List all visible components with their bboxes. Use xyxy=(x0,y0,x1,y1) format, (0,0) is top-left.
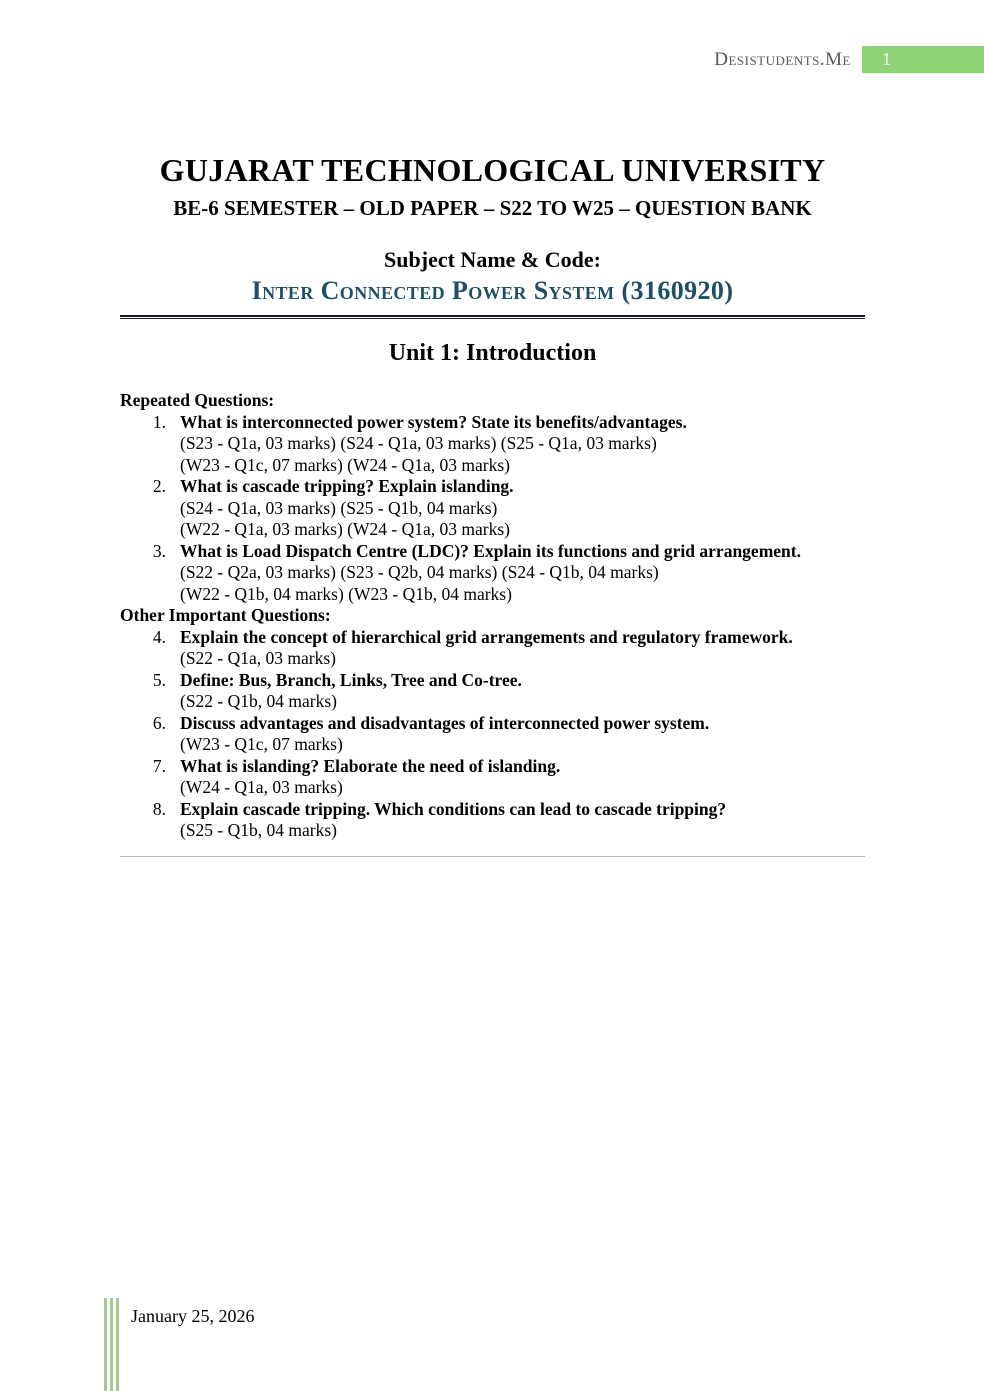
question-number: 4. xyxy=(152,626,166,647)
question-number: 6. xyxy=(152,712,166,733)
question-item xyxy=(120,412,865,477)
question-text: What is interconnected power system? State its benefits/advantages. xyxy=(180,411,687,432)
page-number-badge: 1 xyxy=(862,46,984,73)
question-item xyxy=(120,756,865,799)
question-text: Discuss advantages and disadvantages of interconnected power system. xyxy=(180,712,710,733)
question-text: Explain cascade tripping. Which conditions can lead to cascade tripping? xyxy=(180,798,727,819)
question-marks: (S22 - Q1a, 03 marks) xyxy=(180,648,337,668)
question-body xyxy=(180,476,514,541)
question-text: What is islanding? Elaborate the need of islanding. xyxy=(180,755,561,776)
question-item xyxy=(120,476,865,541)
question-marks: (S23 - Q1a, 03 marks) (S24 - Q1a, 03 marks) (S25 - Q1a, 03 marks) xyxy=(180,433,657,453)
footer-accent-bars xyxy=(104,1298,119,1391)
section-divider xyxy=(120,856,865,857)
question-body xyxy=(180,713,709,756)
subject-divider xyxy=(120,315,865,319)
subject-label: Subject Name & Code: xyxy=(384,247,601,272)
question-marks: (W22 - Q1b, 04 marks) (W23 - Q1b, 04 marks) xyxy=(180,583,512,604)
question-item xyxy=(120,713,865,756)
accent-bar xyxy=(110,1298,113,1391)
question-body xyxy=(180,799,726,842)
footer-date: January 25, 2026 xyxy=(131,1306,255,1326)
document-content xyxy=(120,0,865,857)
question-body xyxy=(180,756,560,799)
question-text: What is Load Dispatch Centre (LDC)? Explain its functions and grid arrangement. xyxy=(180,540,801,561)
question-item xyxy=(120,541,865,606)
accent-bar xyxy=(116,1298,119,1391)
unit-heading: Unit 1: Introduction xyxy=(388,340,597,366)
question-item xyxy=(120,627,865,670)
question-body xyxy=(180,670,522,713)
repeated-questions-label: Repeated Questions: xyxy=(120,390,275,410)
question-text: Define: Bus, Branch, Links, Tree and Co-tree. xyxy=(180,669,522,690)
university-title: GUJARAT TECHNOLOGICAL UNIVERSITY xyxy=(159,152,826,188)
question-text: Explain the concept of hierarchical grid arrangements and regulatory framework. xyxy=(180,626,793,647)
accent-bar xyxy=(104,1298,107,1391)
question-number: 2. xyxy=(152,476,166,496)
question-body xyxy=(180,541,801,606)
question-item xyxy=(120,799,865,842)
question-body xyxy=(180,412,687,477)
other-questions-label: Other Important Questions: xyxy=(120,605,331,625)
site-name: Desistudents.Me xyxy=(714,48,851,70)
question-marks: (W22 - Q1a, 03 marks) (W24 - Q1a, 03 marks) xyxy=(180,519,510,539)
question-number: 8. xyxy=(152,798,166,819)
question-item xyxy=(120,670,865,713)
question-marks: (S22 - Q2a, 03 marks) (S23 - Q2b, 04 marks) (S24 - Q1b, 04 marks) xyxy=(180,562,659,582)
question-number: 5. xyxy=(152,669,166,690)
question-marks: (W23 - Q1c, 07 marks) (W24 - Q1a, 03 marks) xyxy=(180,454,510,475)
question-marks: (S24 - Q1a, 03 marks) (S25 - Q1b, 04 marks) xyxy=(180,497,498,518)
question-marks: (S25 - Q1b, 04 marks) xyxy=(180,820,337,840)
question-number: 1. xyxy=(152,411,166,432)
document-subtitle: BE-6 SEMESTER – OLD PAPER – S22 TO W25 – QUESTION BANK xyxy=(173,196,812,220)
question-number: 3. xyxy=(152,540,166,561)
subject-name: Inter Connected Power System (3160920) xyxy=(251,276,734,305)
question-number: 7. xyxy=(152,755,166,776)
question-body xyxy=(180,627,793,670)
question-text: What is cascade tripping? Explain islanding. xyxy=(180,476,514,496)
question-marks: (S22 - Q1b, 04 marks) xyxy=(180,691,337,711)
question-marks: (W24 - Q1a, 03 marks) xyxy=(180,777,343,797)
question-marks: (W23 - Q1c, 07 marks) xyxy=(180,734,343,754)
